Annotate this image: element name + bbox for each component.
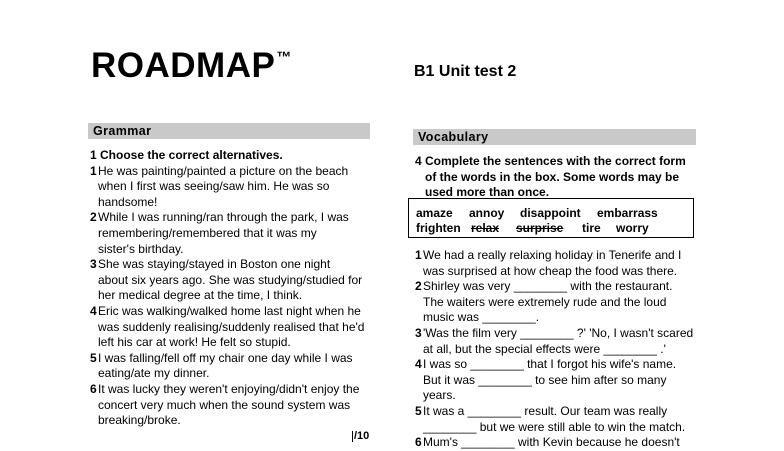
item-line: Mum's ________ with Kevin because he doesn't bbox=[423, 435, 680, 450]
brand-text: ROADMAP bbox=[91, 46, 276, 85]
grammar-item-3 bbox=[90, 257, 368, 304]
trademark-symbol: ™ bbox=[276, 49, 292, 66]
item-line: ________ but we were still able to win the match. bbox=[423, 419, 686, 434]
word-embarrass: embarrass bbox=[597, 206, 658, 220]
item-number: 3 bbox=[415, 325, 422, 340]
item-line: eating/ate my dinner. bbox=[98, 366, 210, 381]
item-number: 6 bbox=[415, 435, 422, 450]
item-line: It was lucky they weren't enjoying/didn't enjoy the bbox=[98, 381, 360, 396]
item-line: It was a ________ result. Our team was really bbox=[423, 403, 668, 418]
item-line: concert very much when the sound system was bbox=[98, 397, 351, 412]
instruction-line: 4 Complete the sentences with the correct form bbox=[415, 154, 686, 168]
item-number: 2 bbox=[90, 210, 97, 225]
item-line: her medical degree at the time, I think. bbox=[98, 288, 303, 303]
item-line: Eric was walking/walked home last night when he bbox=[98, 303, 361, 318]
item-line: years. bbox=[423, 388, 456, 403]
grammar-instruction: 1 Choose the correct alternatives. bbox=[90, 148, 283, 162]
word-frighten: frighten bbox=[416, 221, 461, 235]
vocabulary-item-5 bbox=[415, 404, 697, 435]
grammar-column bbox=[90, 148, 368, 429]
vocabulary-items bbox=[415, 248, 697, 451]
item-number: 6 bbox=[90, 381, 97, 396]
item-line: He was painting/painted a picture on the beach bbox=[98, 163, 349, 178]
item-line: sister's birthday. bbox=[98, 241, 184, 256]
grammar-item-4 bbox=[90, 304, 368, 351]
unit-title: B1 Unit test 2 bbox=[414, 63, 517, 80]
item-line: when I first was seeing/saw him. He was so bbox=[98, 179, 330, 194]
vocabulary-item-2 bbox=[415, 279, 697, 326]
vocabulary-instruction-text bbox=[415, 154, 697, 201]
vocabulary-item-1 bbox=[415, 248, 697, 279]
vocabulary-instruction bbox=[415, 154, 697, 201]
item-line: handsome! bbox=[98, 194, 158, 209]
item-line: about six years ago. She was studying/studied for bbox=[98, 272, 363, 287]
item-number: 4 bbox=[415, 357, 422, 372]
item-line: We had a really relaxing holiday in Tenerife and I bbox=[423, 248, 682, 262]
instruction-line: of the words in the box. Some words may be bbox=[425, 169, 680, 184]
word-box bbox=[408, 198, 694, 238]
grammar-item-1 bbox=[90, 164, 368, 211]
item-line: music was ________. bbox=[423, 310, 540, 325]
item-line: at all, but the special effects were ________ .' bbox=[423, 341, 666, 356]
word-tire: tire bbox=[582, 221, 601, 235]
item-line: Shirley was very ________ with the restaurant. bbox=[423, 279, 673, 294]
item-line: While I was running/ran through the park, I was bbox=[98, 210, 349, 225]
item-number: 1 bbox=[415, 248, 422, 262]
item-number: 3 bbox=[90, 257, 97, 272]
word-relax-crossed: relax bbox=[471, 221, 500, 235]
item-line: was suddenly realising/suddenly realised that he'd bbox=[98, 319, 365, 334]
item-number: 1 bbox=[90, 163, 97, 178]
word-worry: worry bbox=[616, 221, 649, 235]
grammar-section-header: Grammar bbox=[88, 123, 370, 139]
word-disappoint: disappoint bbox=[520, 206, 581, 220]
item-number: 5 bbox=[415, 403, 422, 418]
item-line: The waiters were extremely rude and the loud bbox=[423, 294, 667, 309]
word-surprise-crossed: surprise bbox=[516, 221, 564, 235]
page-score: /10 bbox=[354, 430, 370, 442]
grammar-item-2 bbox=[90, 210, 368, 257]
item-line: breaking/broke. bbox=[98, 413, 181, 428]
item-line: I was falling/fell off my chair one day while I was bbox=[98, 350, 353, 365]
instruction-line: used more than once. bbox=[425, 185, 550, 200]
item-number: 2 bbox=[415, 279, 422, 294]
item-line: She was staying/stayed in Boston one night bbox=[98, 257, 331, 272]
item-line: left his car at work! He felt so stupid. bbox=[98, 335, 291, 350]
item-number: 5 bbox=[90, 350, 97, 365]
grammar-item-5 bbox=[90, 351, 368, 382]
item-line: was surprised at how cheap the food was there. bbox=[423, 263, 678, 278]
item-line: remembering/remembered that it was my bbox=[98, 225, 317, 240]
item-number: 4 bbox=[90, 303, 97, 318]
brand-logo bbox=[91, 48, 292, 83]
vocabulary-item-3 bbox=[415, 326, 697, 357]
item-line: But it was ________ to see him after so many bbox=[423, 372, 667, 387]
item-line: 'Was the film very ________ ?' 'No, I wasn't scared bbox=[423, 325, 694, 340]
grammar-item-6 bbox=[90, 382, 368, 429]
vocabulary-item-6 bbox=[415, 435, 697, 451]
word-annoy: annoy bbox=[469, 206, 505, 220]
vocabulary-item-4 bbox=[415, 357, 697, 404]
word-amaze: amaze bbox=[416, 206, 453, 220]
vocabulary-section-header: Vocabulary bbox=[413, 129, 696, 145]
item-line: I was so ________ that I forgot his wife's name. bbox=[423, 357, 677, 372]
